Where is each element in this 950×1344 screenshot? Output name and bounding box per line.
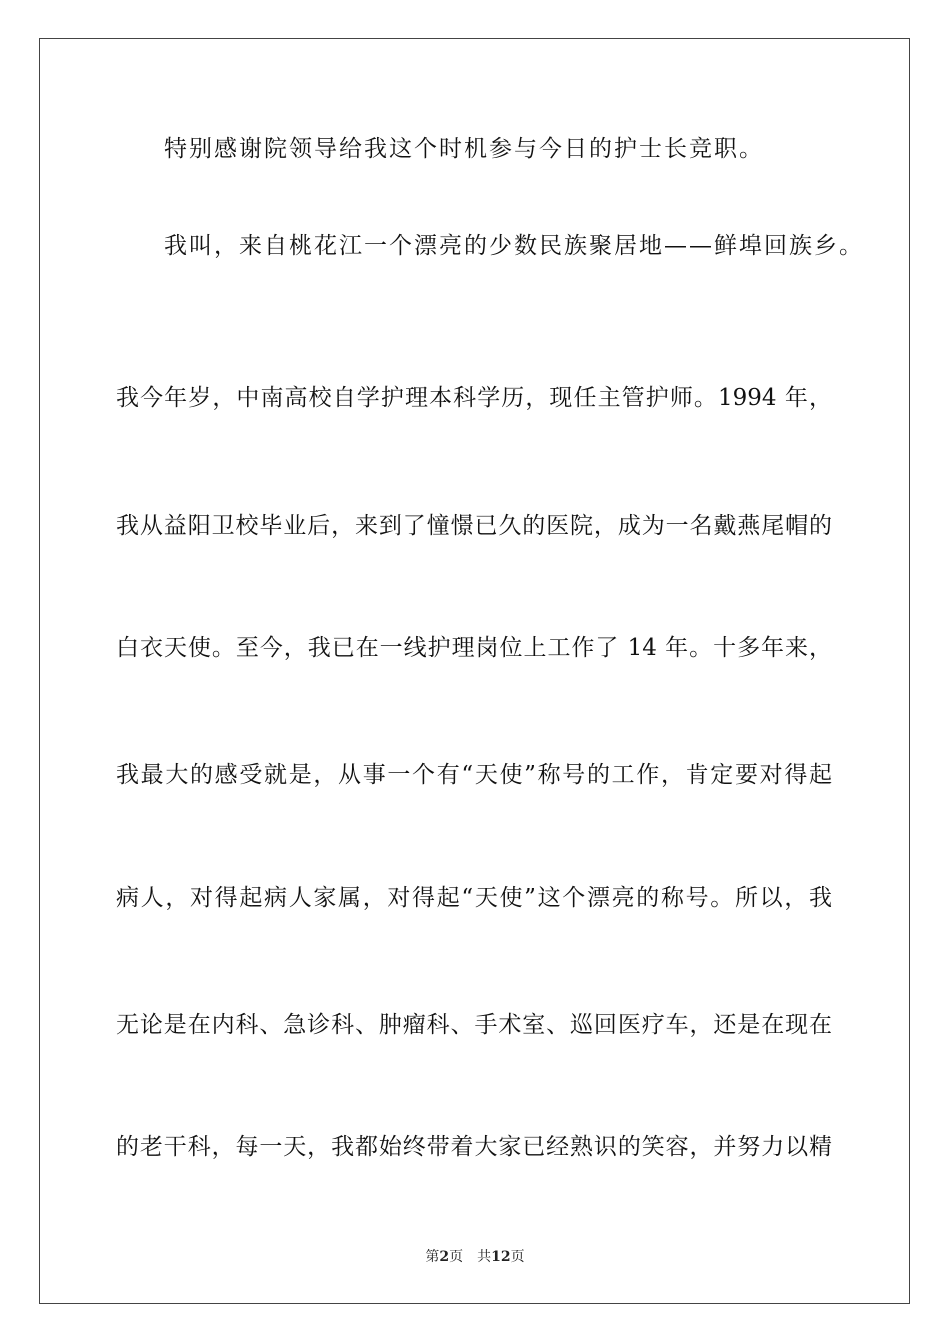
total-suffix: 页 [510, 1249, 525, 1265]
page-number: 2 [439, 1249, 450, 1265]
paragraph-line: 病人，对得起病人家属，对得起“天使”这个漂亮的称号。所以，我 [116, 885, 832, 911]
page-suffix: 页 [449, 1249, 464, 1265]
page-prefix: 第 [425, 1249, 440, 1265]
paragraph-line: 无论是在内科、急诊科、肿瘤科、手术室、巡回医疗车，还是在现在 [116, 1012, 832, 1038]
paragraph-line: 特别感谢院领导给我这个时机参与今日的护士长竞职。 [164, 136, 764, 162]
page-border [39, 38, 910, 1304]
paragraph-line: 我最大的感受就是，从事一个有“天使”称号的工作，肯定要对得起 [116, 762, 832, 788]
total-pages: 12 [491, 1249, 511, 1265]
page-footer [0, 1248, 950, 1266]
paragraph-line: 我叫，来自桃花江一个漂亮的少数民族聚居地——鲜埠回族乡。 [164, 233, 864, 259]
paragraph-line: 我从益阳卫校毕业后，来到了憧憬已久的医院，成为一名戴燕尾帽的 [116, 513, 832, 539]
paragraph-line: 的老干科，每一天，我都始终带着大家已经熟识的笑容，并努力以精 [116, 1134, 832, 1160]
paragraph-line: 我今年岁，中南高校自学护理本科学历，现任主管护师。1994 年， [116, 385, 832, 411]
total-prefix: 共 [477, 1249, 492, 1265]
paragraph-line: 白衣天使。至今，我已在一线护理岗位上工作了 14 年。十多年来， [116, 635, 832, 661]
